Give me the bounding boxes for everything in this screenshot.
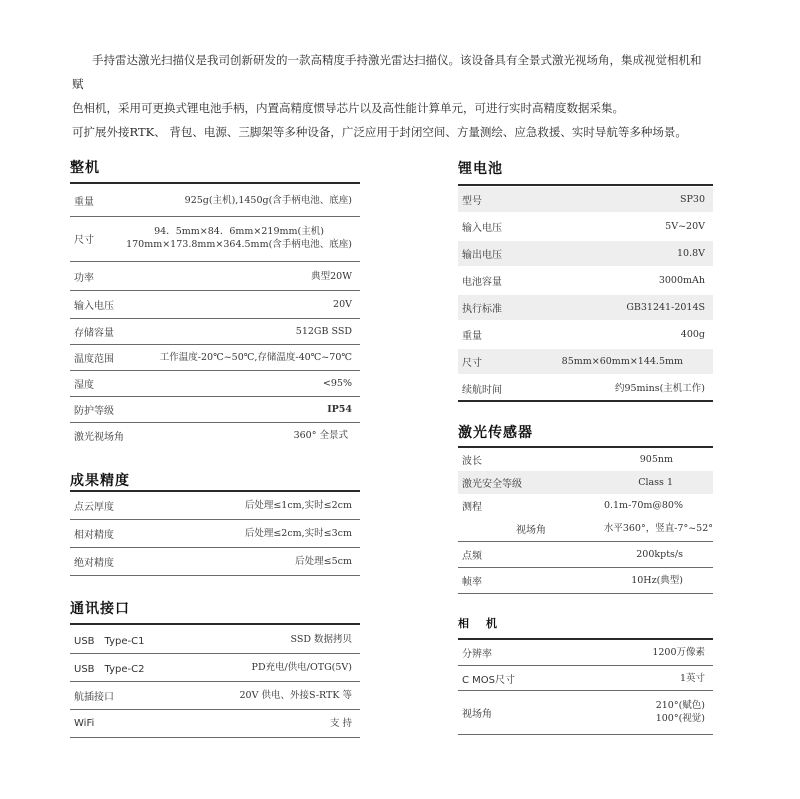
- spec-label: 电池容量: [462, 277, 502, 288]
- spec-value: 210°(赋色) 100°(视觉): [655, 700, 705, 724]
- spec-value: 94．5mm×84．6mm×219mm(主机) 170mm×173.8mm×364.5mm(含手柄电池、底座): [126, 226, 352, 250]
- spec-label: 存储容量: [74, 327, 114, 339]
- section-title-whole: 整机: [70, 160, 100, 176]
- spec-label: 输入电压: [74, 300, 114, 312]
- spec-label: 执行标准: [462, 304, 502, 315]
- row-divider: [458, 734, 713, 735]
- spec-value: 85mm×60mm×144.5mm: [561, 356, 683, 367]
- spec-label: 相对精度: [74, 529, 114, 541]
- row-divider: [70, 290, 360, 291]
- spec-label: 点频: [462, 551, 482, 562]
- spec-row: [458, 349, 713, 374]
- intro-line: 色相机，采用可更换式锂电池手柄，内置高精度惯导芯片以及高性能计算单元，可进行实时高精度数据采集。: [72, 101, 624, 115]
- row-divider: [70, 344, 360, 345]
- spec-row: [458, 692, 713, 732]
- section-divider: [70, 182, 360, 184]
- spec-label: 尺寸: [462, 358, 482, 369]
- intro-line: 可扩展外接RTK、 背包、电源、三脚架等多种设备，广泛应用于封闭空间、方量测绘、应急救援、实时导航等多种场景。: [72, 125, 687, 139]
- spec-row: [70, 627, 360, 651]
- spec-label: 航插接口: [74, 691, 114, 703]
- spec-value: 后处理≤2cm,实时≤3cm: [244, 527, 352, 539]
- spec-label: USB Type-C2: [74, 663, 145, 675]
- spec-label: 功率: [74, 272, 94, 284]
- spec-value: IP54: [327, 403, 352, 415]
- spec-value: 905nm: [639, 454, 673, 465]
- spec-label: 测程: [462, 502, 482, 513]
- spec-row: [458, 517, 713, 540]
- spec-label: 输出电压: [462, 250, 502, 261]
- spec-value: 360° 全景式: [293, 429, 348, 441]
- spec-label: 激光安全等级: [462, 479, 522, 490]
- spec-row: [70, 521, 360, 545]
- section-title-camera: 相 机: [458, 617, 500, 630]
- spec-row: [458, 295, 713, 320]
- spec-row: [70, 264, 360, 288]
- spec-label: 帧率: [462, 577, 482, 588]
- spec-value: Class 1: [638, 477, 673, 488]
- row-divider: [458, 665, 713, 666]
- spec-label: 尺寸: [74, 234, 94, 246]
- row-divider: [70, 396, 360, 397]
- spec-label: 重量: [74, 196, 94, 208]
- spec-row: [458, 640, 713, 664]
- row-divider: [70, 519, 360, 520]
- section-divider: [458, 184, 713, 186]
- spec-row: [458, 187, 713, 212]
- spec-row: [458, 376, 713, 401]
- spec-label: 型号: [462, 196, 482, 207]
- spec-row: [70, 292, 360, 316]
- spec-row: [70, 683, 360, 707]
- spec-value: 后处理≤1cm,实时≤2cm: [244, 499, 352, 511]
- spec-value: 典型20W: [311, 270, 352, 282]
- row-divider: [70, 737, 360, 738]
- spec-value: 水平360°，竖直-7°~52°: [603, 523, 713, 534]
- row-divider: [70, 261, 360, 262]
- row-divider: [70, 547, 360, 548]
- spec-value: GB31241-2014S: [626, 302, 705, 313]
- spec-value: 工作温度-20℃~50℃,存储温度-40℃~70℃: [159, 351, 352, 363]
- section-divider: [458, 400, 713, 402]
- row-divider: [70, 370, 360, 371]
- spec-row: [70, 320, 360, 342]
- spec-label: 视场角: [462, 708, 492, 720]
- spec-row: [70, 346, 360, 368]
- spec-row: [458, 494, 713, 517]
- section-title-accuracy: 成果精度: [70, 473, 130, 489]
- spec-label: 重量: [462, 331, 482, 342]
- spec-value: 1英寸: [679, 672, 705, 684]
- spec-label: 绝对精度: [74, 557, 114, 569]
- spec-value: 400g: [680, 329, 705, 340]
- row-divider: [70, 653, 360, 654]
- spec-value: SP30: [680, 194, 705, 205]
- spec-row: [70, 493, 360, 517]
- spec-label: 分辨率: [462, 648, 492, 660]
- spec-row: [458, 448, 713, 471]
- spec-label: 激光视场角: [74, 431, 124, 443]
- intro-line: 手持雷达激光扫描仪是我司创新研发的一款高精度手持激光雷达扫描仪。该设备具有全景式激光视场角，集成视觉相机和赋: [72, 53, 702, 91]
- spec-label: 温度范围: [74, 353, 114, 365]
- spec-value: 后处理≤5cm: [295, 555, 352, 567]
- section-divider: [70, 490, 360, 492]
- row-divider: [70, 422, 360, 423]
- section-divider: [70, 623, 360, 625]
- spec-row: [458, 241, 713, 266]
- row-divider: [70, 575, 360, 576]
- spec-row: [70, 186, 360, 214]
- spec-value: 10.8V: [676, 248, 705, 259]
- spec-value: 925g(主机),1450g(含手柄电池、底座): [184, 194, 352, 206]
- spec-value: 20V: [333, 298, 352, 310]
- spec-label: 输入电压: [462, 223, 502, 234]
- spec-label: USB Type-C1: [74, 635, 145, 647]
- row-divider: [70, 216, 360, 217]
- spec-label: 防护等级: [74, 405, 114, 417]
- spec-row: [70, 219, 360, 257]
- row-divider: [458, 541, 713, 542]
- spec-value: 200kpts/s: [636, 549, 683, 560]
- row-divider: [458, 567, 713, 568]
- spec-value: 20V 供电、外接S-RTK 等: [239, 689, 352, 701]
- row-divider: [70, 681, 360, 682]
- spec-row: [70, 549, 360, 573]
- spec-row: [458, 268, 713, 293]
- spec-row: [70, 655, 360, 679]
- spec-row: [70, 398, 360, 420]
- spec-value: 512GB SSD: [295, 325, 352, 337]
- spec-row: [458, 214, 713, 239]
- spec-value: 5V~20V: [665, 221, 705, 232]
- spec-value: 支 持: [329, 717, 352, 729]
- spec-label: 续航时间: [462, 385, 502, 396]
- row-divider: [458, 690, 713, 691]
- spec-row: [458, 667, 713, 689]
- spec-value: 约95mins(主机工作): [614, 383, 705, 394]
- spec-row: [70, 372, 360, 394]
- right-column: [458, 0, 713, 799]
- spec-value: SSD 数据拷贝: [290, 633, 352, 645]
- spec-row: [458, 569, 713, 592]
- row-divider: [70, 709, 360, 710]
- spec-row: [70, 711, 360, 735]
- spec-label: 视场角: [516, 525, 546, 536]
- spec-label: 点云厚度: [74, 501, 114, 513]
- spec-value: <95%: [322, 377, 352, 389]
- spec-label: WiFi: [74, 717, 95, 729]
- spec-label: C MOS尺寸: [462, 674, 516, 686]
- spec-value: 10Hz(典型): [631, 575, 683, 586]
- spec-value: PD充电/供电/OTG(5V): [251, 661, 352, 673]
- spec-row: [458, 543, 713, 566]
- spec-label: 波长: [462, 456, 482, 467]
- left-column: [70, 0, 360, 799]
- spec-value: 1200万像素: [652, 646, 705, 658]
- spec-value: 3000mAh: [658, 275, 705, 286]
- spec-label: 湿度: [74, 379, 94, 391]
- section-title-comm: 通讯接口: [70, 601, 130, 617]
- spec-row: [458, 471, 713, 494]
- section-title-battery: 锂电池: [458, 161, 503, 177]
- spec-row: [458, 322, 713, 347]
- spec-value: 0.1m-70m@80%: [603, 500, 683, 511]
- row-divider: [70, 318, 360, 319]
- spec-row: [70, 424, 360, 446]
- row-divider: [458, 593, 713, 594]
- section-title-laser: 激光传感器: [458, 425, 533, 441]
